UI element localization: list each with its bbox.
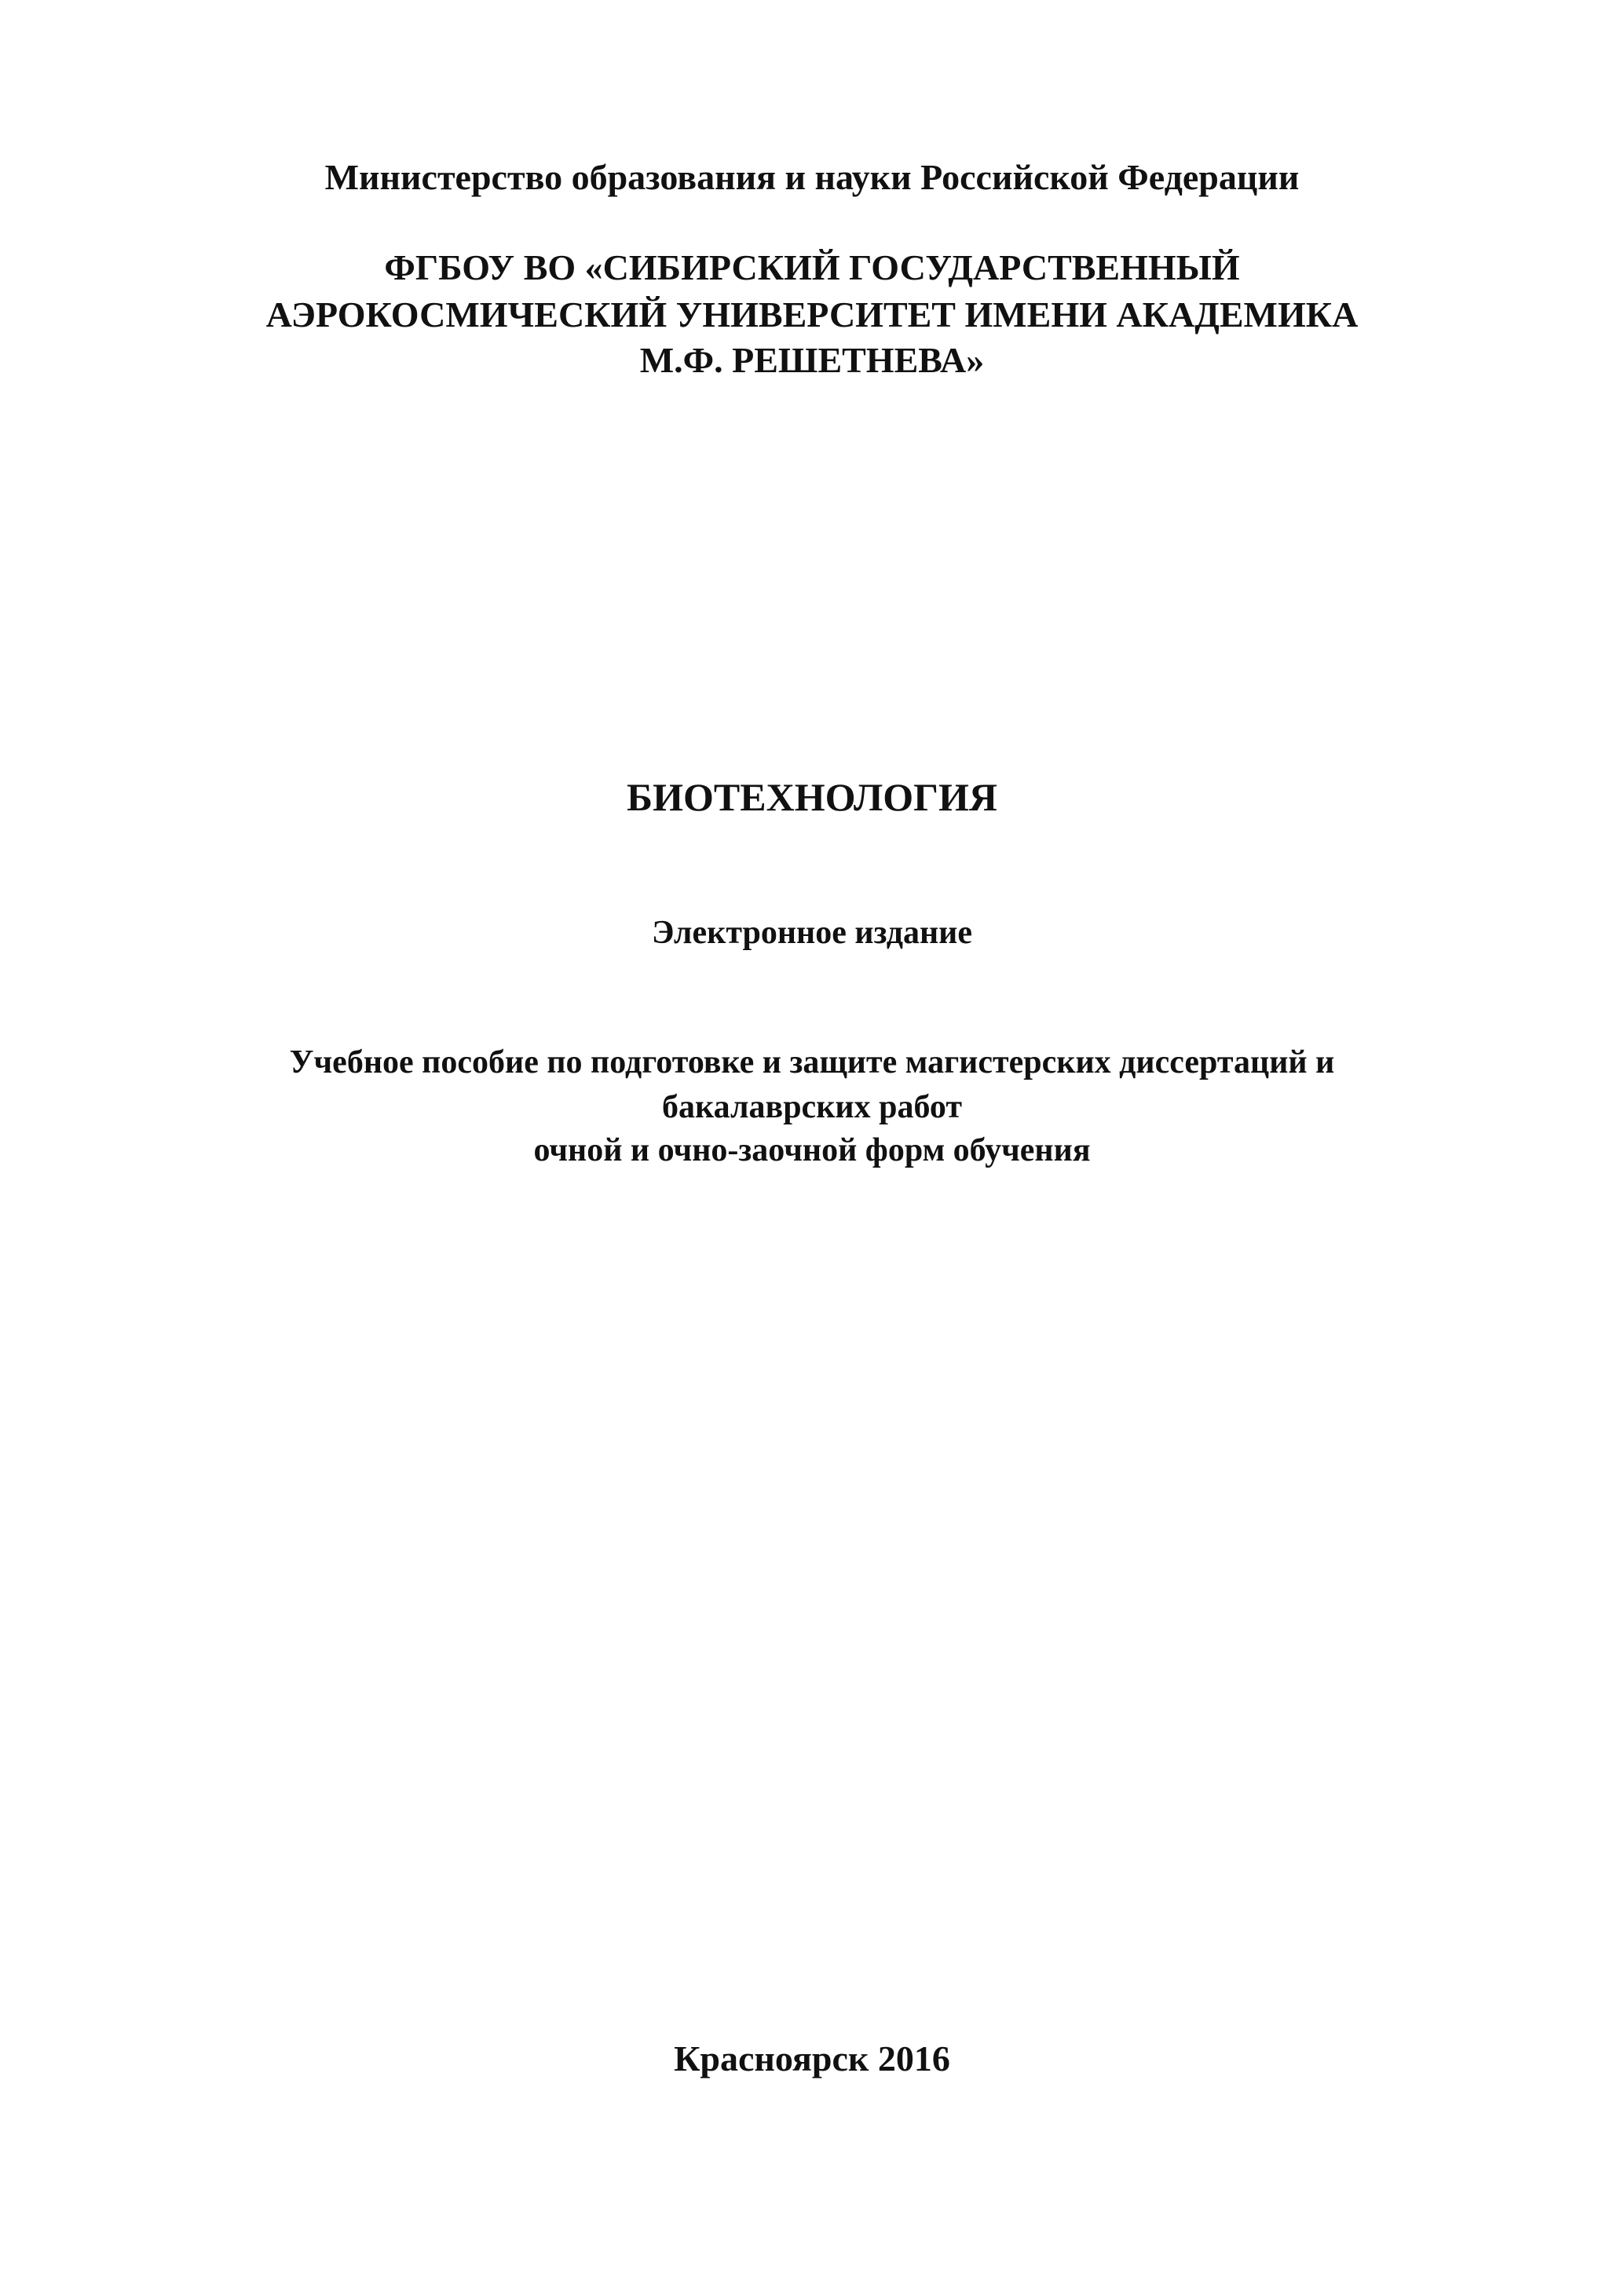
university-line-3: М.Ф. РЕШЕТНЕВА»: [639, 340, 985, 380]
description-line-2: бакалаврских работ: [662, 1089, 962, 1125]
university-line-1: ФГБОУ ВО «СИБИРСКИЙ ГОСУДАРСТВЕННЫЙ: [384, 247, 1240, 287]
description-line-3: очной и очно-заочной форм обучения: [533, 1132, 1091, 1168]
description-line-1: Учебное пособие по подготовке и защите магистерских диссертаций и: [289, 1044, 1335, 1080]
university-line-2: АЭРОКОСМИЧЕСКИЙ УНИВЕРСИТЕТ ИМЕНИ АКАДЕМИКА: [265, 294, 1359, 335]
edition-label: Электронное издание: [652, 915, 972, 951]
city-year: Красноярск 2016: [674, 2038, 950, 2078]
document-title: БИОТЕХНОЛОГИЯ: [627, 775, 997, 819]
ministry-heading: Министерство образования и науки Российской Федерации: [324, 157, 1300, 197]
